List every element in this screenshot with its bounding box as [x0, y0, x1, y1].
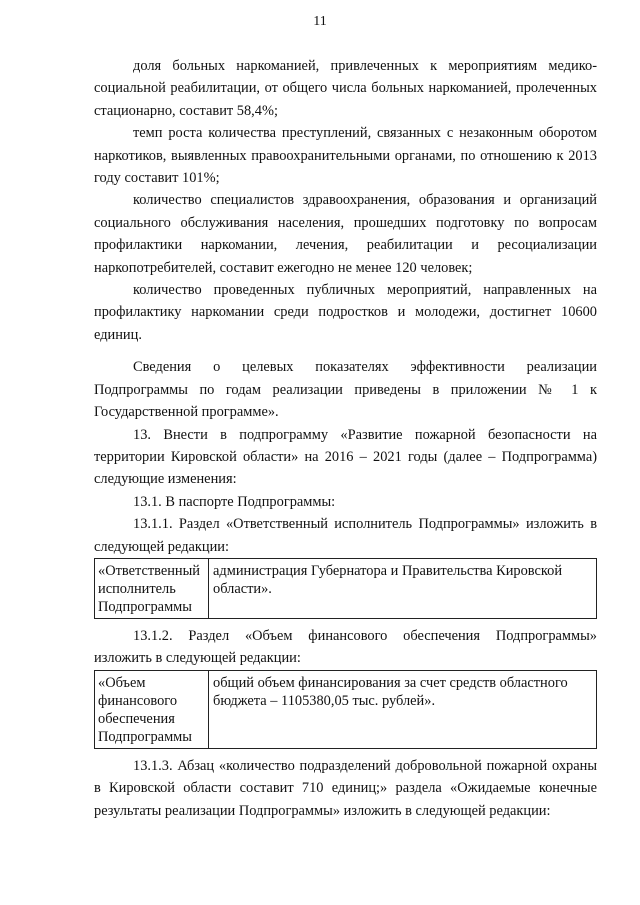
paragraph-specialists-count: количество специалистов здравоохранения, образования и организаций социального обслуживания населения, прошедших подготовку по вопросам профилактики наркомании, лечения, реабилитации и ресоциализации наркопотребителей, составит ежегодно не менее 120 человек; [94, 192, 597, 276]
cell-line: Подпрограммы [98, 598, 192, 615]
table-financing-volume [94, 670, 597, 749]
paragraph-public-events: количество проведенных публичных мероприятий, направленных на профилактику наркомании среди подростков и молодежи, достигнет 10600 единиц. [94, 282, 597, 343]
paragraph-13: 13. Внести в подпрограмму «Развитие пожарной безопасности на территории Кировской области» на 2016 – 2021 годы (далее – Подпрограмма) следующие изменения: [94, 426, 597, 488]
table-cell-value: администрация Губернатора и Правительства Кировской области». [209, 558, 597, 618]
paragraph-13-1-1: 13.1.1. Раздел «Ответственный исполнитель Подпрограммы» изложить в следующей редакции: [94, 516, 597, 555]
paragraph-rehab-share: доля больных наркоманией, привлеченных к мероприятиям медико-социальной реабилитации, от общего числа больных наркоманией, пролеченных стационарно, составит 58,4%; [94, 58, 597, 119]
table-cell-value: общий объем финансирования за счет средств областного бюджета – 1105380,05 тыс. рублей». [209, 670, 597, 748]
table-row [95, 670, 597, 748]
cell-line: исполнитель [98, 580, 176, 597]
cell-line: «Объем [98, 674, 146, 691]
cell-line: обеспечения [98, 710, 175, 727]
table-row [95, 558, 597, 618]
paragraph-crime-growth: темп роста количества преступлений, связанных с незаконным оборотом наркотиков, выявленных правоохранительными органами, по отношению к 2013 году составит 101%; [94, 125, 597, 187]
table-cell-label [95, 670, 209, 748]
paragraph-13-1: 13.1. В паспорте Подпрограммы: [133, 493, 336, 510]
cell-line: «Ответственный [98, 562, 200, 579]
cell-line: Подпрограммы [98, 728, 192, 745]
paragraph-13-1-3: 13.1.3. Абзац «количество подразделений добровольной пожарной охраны в Кировской области составит 710 единиц;» раздела «Ожидаемые конечные результаты реализации Подпрограммы» изложить в следующей редакции: [94, 757, 597, 819]
page-number: 11 [313, 14, 327, 29]
document-body [94, 55, 597, 822]
paragraph-indicators-info: Сведения о целевых показателях эффективности реализации Подпрограммы по годам реализации приведены в приложении № 1 к Государственной программе». [94, 359, 597, 421]
cell-line: финансового [98, 692, 178, 709]
table-responsible-executor [94, 558, 597, 619]
paragraph-13-1-2: 13.1.2. Раздел «Объем финансового обеспечения Подпрограммы» изложить в следующей редакции: [94, 627, 597, 667]
table-cell-label [95, 558, 209, 618]
